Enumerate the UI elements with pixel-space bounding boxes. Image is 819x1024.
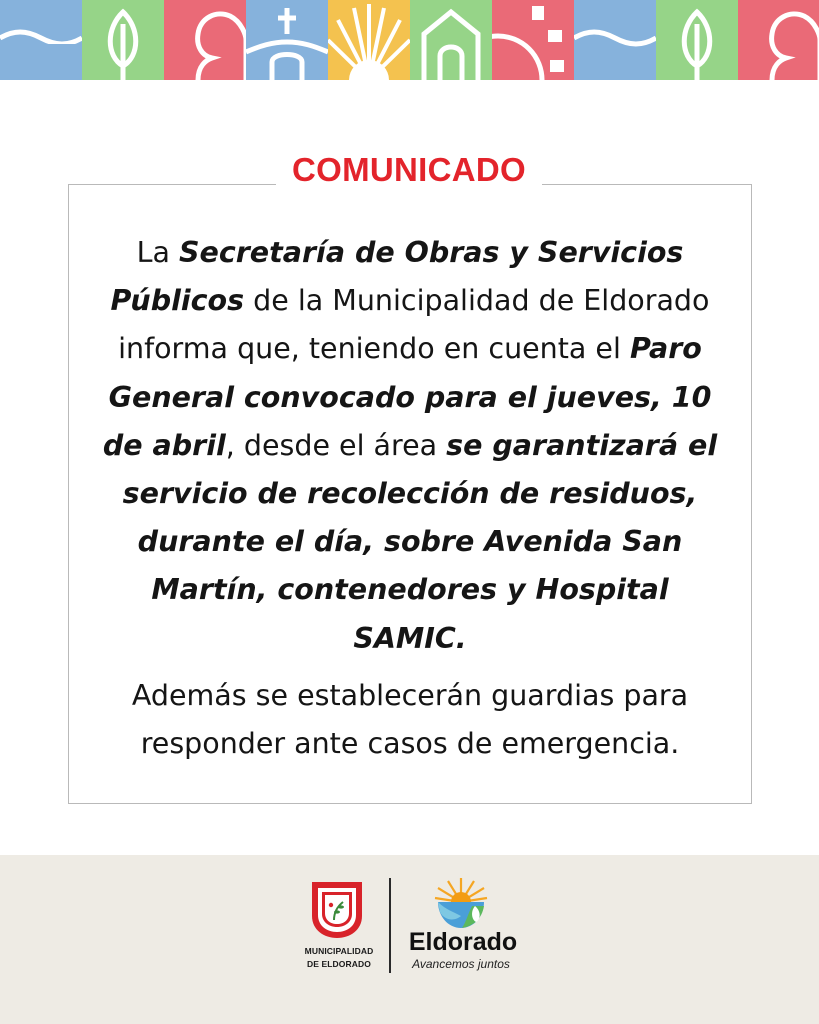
notice-body: [100, 229, 720, 768]
notice-title: COMUNICADO: [276, 150, 542, 190]
sun-rays-icon: [328, 0, 410, 80]
river-waves-icon: [574, 0, 656, 80]
notice-highlight: Secretaría de Obras y Servicios Públicos: [110, 236, 684, 318]
notice-paragraph-secondary: Además se establecerán guardias para responder ante casos de emergencia.: [131, 678, 689, 761]
church-icon: [246, 0, 328, 80]
footer-divider: [389, 878, 391, 973]
person-profile-icon: [738, 0, 819, 80]
leaf-icon: [82, 0, 164, 80]
municipality-name-line2: DE ELDORADO: [307, 959, 371, 969]
notice-text: La: [136, 236, 179, 269]
brand-tagline: Avancemos juntos: [412, 957, 510, 971]
river-waves-icon: [0, 0, 82, 80]
eldorado-logo: [398, 876, 528, 976]
notice-text: , desde el área: [225, 428, 447, 462]
eldorado-sun-landscape-icon: [432, 876, 490, 932]
municipal-crest-icon: [310, 880, 364, 940]
person-profile-icon: [164, 0, 246, 80]
notice-highlight: se garantizará el servicio de recolección de residuos, durante el día, sobre Avenida San Martín, contenedores y Hospital SAMIC.: [122, 428, 718, 655]
gear-icon: [492, 0, 574, 80]
notice-paragraph: [100, 229, 720, 663]
notice-text: de la Municipalidad de Eldorado informa que, teniendo en cuenta el: [118, 284, 710, 366]
municipality-logo: [298, 880, 380, 978]
header-banner: [0, 0, 819, 80]
notice-highlight: Paro General convocado para el jueves, 10 de abril: [102, 332, 712, 462]
brand-name: Eldorado: [408, 928, 518, 956]
leaf-icon: [656, 0, 738, 80]
municipality-name-line1: MUNICIPALIDAD: [304, 946, 374, 956]
chapel-icon: [410, 0, 492, 80]
